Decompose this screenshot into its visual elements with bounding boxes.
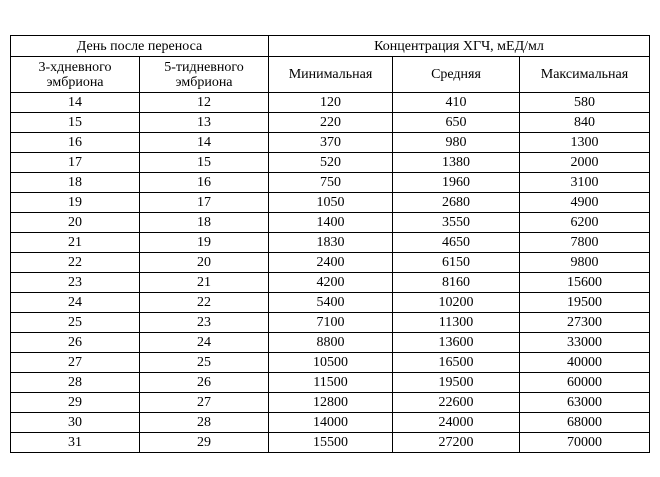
table-row [11,273,650,293]
day5-cell: 21 [140,273,269,293]
max-cell: 7800 [520,233,650,253]
table-row [11,93,650,113]
min-header: Минимальная [269,57,393,93]
avg-cell: 1380 [393,153,520,173]
day3-cell: 15 [11,113,140,133]
day3-cell: 30 [11,413,140,433]
min-cell: 750 [269,173,393,193]
day5-cell: 29 [140,433,269,453]
day5-cell: 16 [140,173,269,193]
day3-cell: 14 [11,93,140,113]
min-cell: 520 [269,153,393,173]
day5-cell: 15 [140,153,269,173]
min-cell: 1400 [269,213,393,233]
max-cell: 40000 [520,353,650,373]
avg-cell: 19500 [393,373,520,393]
table-header [11,36,650,93]
day5-cell: 13 [140,113,269,133]
day3-cell: 28 [11,373,140,393]
day5-cell: 20 [140,253,269,273]
max-cell: 70000 [520,433,650,453]
header-sub-row [11,57,650,93]
max-cell: 6200 [520,213,650,233]
day5-cell: 23 [140,313,269,333]
avg-cell: 8160 [393,273,520,293]
min-cell: 14000 [269,413,393,433]
avg-cell: 3550 [393,213,520,233]
avg-cell: 2680 [393,193,520,213]
day5-cell: 17 [140,193,269,213]
day3-cell: 27 [11,353,140,373]
table-row [11,293,650,313]
min-cell: 7100 [269,313,393,333]
avg-cell: 27200 [393,433,520,453]
max-cell: 2000 [520,153,650,173]
hcg-concentration-table [10,35,650,453]
avg-cell: 410 [393,93,520,113]
max-cell: 9800 [520,253,650,273]
max-cell: 3100 [520,173,650,193]
avg-cell: 6150 [393,253,520,273]
table-row [11,133,650,153]
day3-cell: 18 [11,173,140,193]
table-row [11,373,650,393]
table-row [11,393,650,413]
day3-cell: 23 [11,273,140,293]
avg-cell: 11300 [393,313,520,333]
day5-cell: 24 [140,333,269,353]
avg-header: Средняя [393,57,520,93]
max-cell: 27300 [520,313,650,333]
day5-cell: 28 [140,413,269,433]
day3-cell: 25 [11,313,140,333]
table-body [11,93,650,453]
table-row [11,193,650,213]
day3-cell: 24 [11,293,140,313]
table-row [11,333,650,353]
min-cell: 5400 [269,293,393,313]
avg-cell: 16500 [393,353,520,373]
avg-cell: 24000 [393,413,520,433]
max-header: Максимальная [520,57,650,93]
max-cell: 4900 [520,193,650,213]
hcg-concentration-header: Концентрация ХГЧ, мЕД/мл [269,36,650,57]
min-cell: 120 [269,93,393,113]
day5-cell: 25 [140,353,269,373]
day5-cell: 26 [140,373,269,393]
header-group-row [11,36,650,57]
table-row [11,413,650,433]
avg-cell: 1960 [393,173,520,193]
min-cell: 1830 [269,233,393,253]
avg-cell: 13600 [393,333,520,353]
min-cell: 15500 [269,433,393,453]
table-row [11,153,650,173]
day3-cell: 29 [11,393,140,413]
table-row [11,253,650,273]
max-cell: 15600 [520,273,650,293]
min-cell: 4200 [269,273,393,293]
avg-cell: 980 [393,133,520,153]
max-cell: 68000 [520,413,650,433]
day3-cell: 19 [11,193,140,213]
table-row [11,213,650,233]
min-cell: 370 [269,133,393,153]
day3-cell: 26 [11,333,140,353]
day3-cell: 22 [11,253,140,273]
day3-cell: 17 [11,153,140,173]
day5-cell: 18 [140,213,269,233]
day5-cell: 27 [140,393,269,413]
min-cell: 11500 [269,373,393,393]
day-after-transfer-header: День после переноса [11,36,269,57]
max-cell: 33000 [520,333,650,353]
table-row [11,233,650,253]
table-row [11,173,650,193]
day3-cell: 21 [11,233,140,253]
max-cell: 580 [520,93,650,113]
max-cell: 63000 [520,393,650,413]
min-cell: 1050 [269,193,393,213]
day5-cell: 12 [140,93,269,113]
day3-cell: 16 [11,133,140,153]
table-row [11,433,650,453]
day5-cell: 14 [140,133,269,153]
table-row [11,313,650,333]
table-row [11,353,650,373]
min-cell: 2400 [269,253,393,273]
day3-cell: 20 [11,213,140,233]
min-cell: 12800 [269,393,393,413]
day5-cell: 19 [140,233,269,253]
max-cell: 60000 [520,373,650,393]
avg-cell: 4650 [393,233,520,253]
day3-embryo-header: 3-хдневного эмбриона [11,57,140,93]
max-cell: 19500 [520,293,650,313]
day5-embryo-header: 5-тидневного эмбриона [140,57,269,93]
day5-cell: 22 [140,293,269,313]
max-cell: 1300 [520,133,650,153]
avg-cell: 10200 [393,293,520,313]
avg-cell: 650 [393,113,520,133]
table-row [11,113,650,133]
avg-cell: 22600 [393,393,520,413]
max-cell: 840 [520,113,650,133]
min-cell: 220 [269,113,393,133]
min-cell: 8800 [269,333,393,353]
day3-cell: 31 [11,433,140,453]
min-cell: 10500 [269,353,393,373]
